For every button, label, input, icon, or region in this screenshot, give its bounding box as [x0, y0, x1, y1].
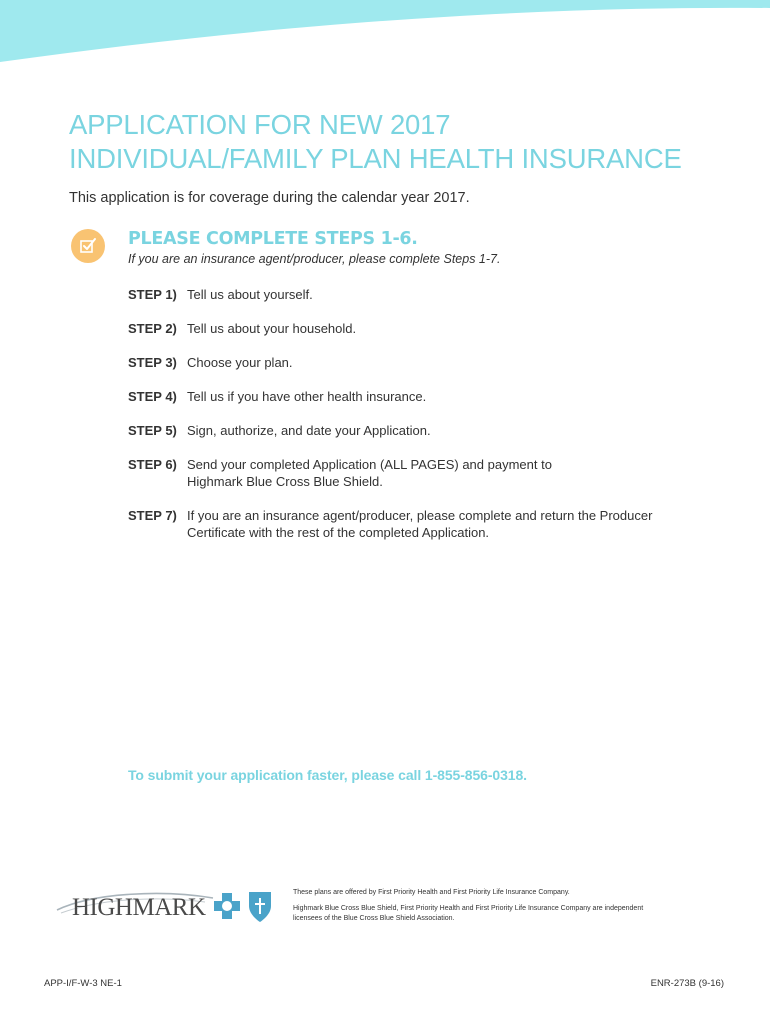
step-label: STEP 7) [128, 508, 177, 523]
disclaimer-licensees: Highmark Blue Cross Blue Shield, First Priority Health and First Priority Life Insurance Company are independent licensees of the Blue Cross Blue Shield Association. [293, 905, 644, 922]
page-title-line-1: APPLICATION FOR NEW 2017 [69, 109, 451, 140]
step-label: STEP 5) [128, 423, 177, 438]
steps-heading: PLEASE COMPLETE STEPS 1-6. [128, 229, 418, 249]
highmark-wordmark: HIGHMARK [72, 894, 206, 921]
page-subtitle: This application is for coverage during the calendar year 2017. [69, 190, 470, 206]
disclaimer-plans-offered: These plans are offered by First Priority Health and First Priority Life Insurance Company. [293, 889, 570, 896]
step-label: STEP 4) [128, 389, 177, 404]
step-label: STEP 6) [128, 457, 177, 472]
call-to-action-phone: To submit your application faster, please call 1-855-856-0318. [128, 767, 527, 783]
step-label: STEP 1) [128, 287, 177, 302]
checklist-badge [71, 229, 105, 263]
step-text: Tell us about your household. [187, 321, 357, 336]
page-title-line-2: INDIVIDUAL/FAMILY PLAN HEALTH INSURANCE [69, 143, 682, 174]
step-text: Tell us about yourself. [187, 287, 313, 302]
step-text: Send your completed Application (ALL PAGES) and payment to Highmark Blue Cross Blue Shield. [187, 457, 552, 489]
step-text: Sign, authorize, and date your Application. [187, 423, 431, 438]
header-wave-decoration [0, 0, 770, 80]
step-label: STEP 2) [128, 321, 177, 336]
form-code-left: APP-I/F-W-3 NE-1 [44, 978, 122, 989]
form-code-right: ENR-273B (9-16) [650, 978, 724, 989]
step-text: If you are an insurance agent/producer, please complete and return the Producer Certificate with the rest of the completed Application. [187, 508, 653, 540]
blue-cross-blue-shield-icon [213, 888, 273, 924]
checkbox-check-icon [79, 237, 97, 255]
page-title [69, 108, 749, 176]
step-label: STEP 3) [128, 355, 177, 370]
step-text: Choose your plan. [187, 355, 293, 370]
steps-note: If you are an insurance agent/producer, please complete Steps 1-7. [128, 252, 501, 266]
step-text: Tell us if you have other health insurance. [187, 389, 427, 404]
